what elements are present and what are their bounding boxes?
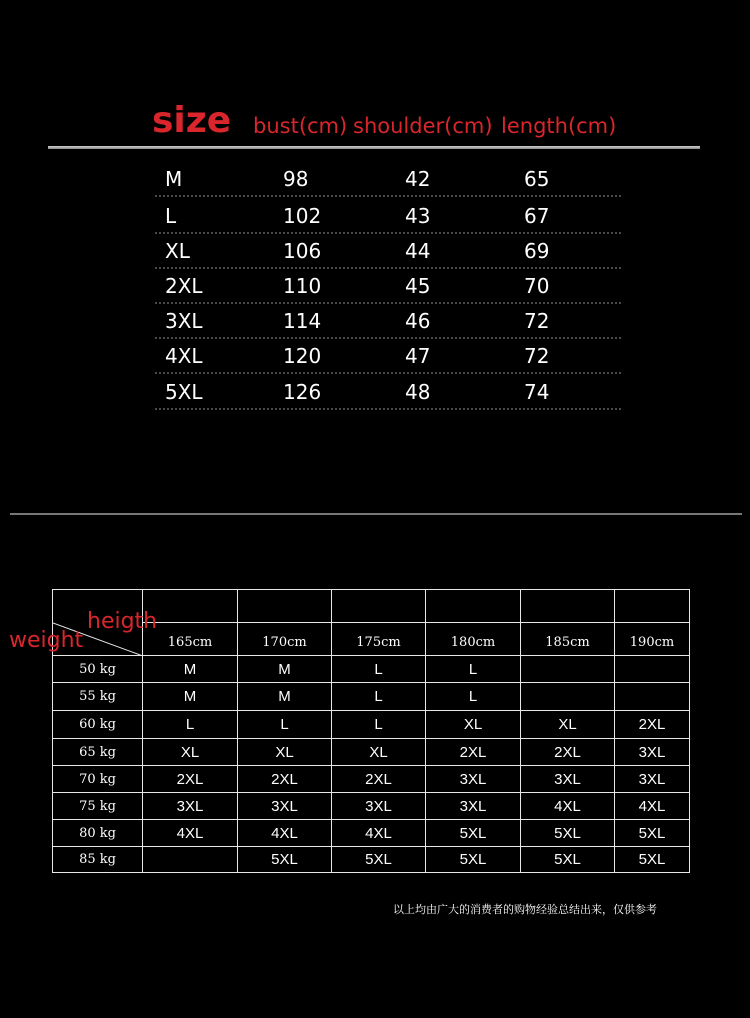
weight-cell: 50 kg [53, 656, 143, 683]
empty-header-cell [521, 590, 615, 623]
size-cell [615, 683, 690, 711]
size-cell: XL [332, 739, 426, 766]
size-cell: 2XL [521, 739, 615, 766]
empty-header-cell [615, 590, 690, 623]
length-cell: 70 [524, 274, 550, 298]
size-cell: M [238, 683, 332, 711]
weight-cell: 55 kg [53, 683, 143, 711]
size-row [155, 373, 621, 410]
table-row [53, 793, 690, 820]
size-cell: 3XL [332, 793, 426, 820]
weight-cell: 65 kg [53, 739, 143, 766]
bust-cell: 114 [283, 309, 322, 333]
size-cell: XL [426, 711, 521, 739]
shoulder-cell: 43 [405, 204, 431, 228]
height-cell: 165cm [143, 623, 238, 656]
size-cell: 5XL [615, 847, 690, 873]
header-divider [48, 146, 700, 149]
weight-cell: 60 kg [53, 711, 143, 739]
size-cell: L [426, 683, 521, 711]
size-cell: 2XL [143, 766, 238, 793]
size-cell: XL [165, 239, 190, 263]
table-row [53, 711, 690, 739]
table-row [53, 739, 690, 766]
size-cell: 5XL [238, 847, 332, 873]
size-chart-title: size [152, 100, 232, 141]
shoulder-cell: 44 [405, 239, 431, 263]
height-cell: 190cm [615, 623, 690, 656]
size-cell: L [143, 711, 238, 739]
size-cell: L [332, 656, 426, 683]
size-cell: L [165, 204, 177, 228]
size-cell: 5XL [615, 820, 690, 847]
length-cell: 72 [524, 344, 550, 368]
size-cell: 3XL [615, 766, 690, 793]
length-cell: 69 [524, 239, 550, 263]
height-cell: 180cm [426, 623, 521, 656]
bust-cell: 110 [283, 274, 322, 298]
length-cell: 65 [524, 167, 550, 191]
table-row [53, 847, 690, 873]
size-cell [521, 683, 615, 711]
size-cell: 4XL [521, 793, 615, 820]
height-cell: 170cm [238, 623, 332, 656]
bust-cell: 102 [283, 204, 322, 228]
size-cell: 4XL [143, 820, 238, 847]
size-cell [521, 656, 615, 683]
size-cell: 5XL [426, 847, 521, 873]
size-row [155, 302, 621, 339]
size-cell: 4XL [332, 820, 426, 847]
size-cell: 4XL [165, 344, 203, 368]
shoulder-cell: 45 [405, 274, 431, 298]
footnote: 以上均由广大的消费者的购物经验总结出来，仅供参考 [393, 903, 657, 916]
table-row [53, 766, 690, 793]
size-cell: L [332, 683, 426, 711]
size-cell: 5XL [332, 847, 426, 873]
bust-cell: 106 [283, 239, 322, 263]
section-divider [10, 513, 742, 515]
size-cell: 4XL [615, 793, 690, 820]
table-row [53, 683, 690, 711]
size-cell: XL [238, 739, 332, 766]
size-row [155, 267, 621, 304]
shoulder-header: shoulder(cm) [353, 114, 493, 138]
size-row [155, 232, 621, 269]
size-row [155, 160, 621, 197]
length-cell: 67 [524, 204, 550, 228]
length-cell: 74 [524, 380, 550, 404]
height-axis-label: heigth [87, 609, 158, 634]
size-cell: L [426, 656, 521, 683]
size-cell: 3XL [238, 793, 332, 820]
length-cell: 72 [524, 309, 550, 333]
size-cell: 5XL [426, 820, 521, 847]
size-cell: 2XL [165, 274, 203, 298]
size-cell: 3XL [426, 766, 521, 793]
size-cell [143, 847, 238, 873]
size-cell: 5XL [521, 820, 615, 847]
bust-cell: 98 [283, 167, 309, 191]
empty-header-cell [426, 590, 521, 623]
size-cell: 3XL [426, 793, 521, 820]
size-row [155, 337, 621, 374]
weight-cell: 75 kg [53, 793, 143, 820]
weight-cell: 70 kg [53, 766, 143, 793]
length-header: length(cm) [501, 114, 617, 138]
size-cell: 2XL [332, 766, 426, 793]
shoulder-cell: 48 [405, 380, 431, 404]
empty-header-cell [332, 590, 426, 623]
size-cell: L [332, 711, 426, 739]
size-cell: 2XL [615, 711, 690, 739]
size-cell: 5XL [521, 847, 615, 873]
size-cell: 3XL [143, 793, 238, 820]
size-cell: M [143, 656, 238, 683]
bust-header: bust(cm) [253, 114, 348, 138]
size-cell: 2XL [426, 739, 521, 766]
weight-cell: 80 kg [53, 820, 143, 847]
bust-cell: 120 [283, 344, 322, 368]
bust-cell: 126 [283, 380, 322, 404]
size-cell: XL [143, 739, 238, 766]
size-cell: M [238, 656, 332, 683]
shoulder-cell: 47 [405, 344, 431, 368]
size-row [155, 197, 621, 234]
size-cell [615, 656, 690, 683]
table-row [53, 656, 690, 683]
weight-cell: 85 kg [53, 847, 143, 873]
empty-header-cell [238, 590, 332, 623]
size-cell: M [143, 683, 238, 711]
height-cell: 185cm [521, 623, 615, 656]
size-cell: L [238, 711, 332, 739]
size-cell: 5XL [165, 380, 203, 404]
size-cell: 3XL [615, 739, 690, 766]
size-cell: 4XL [238, 820, 332, 847]
table-row [53, 820, 690, 847]
size-cell: XL [521, 711, 615, 739]
height-cell: 175cm [332, 623, 426, 656]
size-cell: 3XL [165, 309, 203, 333]
size-cell: 2XL [238, 766, 332, 793]
shoulder-cell: 46 [405, 309, 431, 333]
weight-axis-label: weight [9, 628, 84, 653]
size-cell: M [165, 167, 183, 191]
shoulder-cell: 42 [405, 167, 431, 191]
size-cell: 3XL [521, 766, 615, 793]
